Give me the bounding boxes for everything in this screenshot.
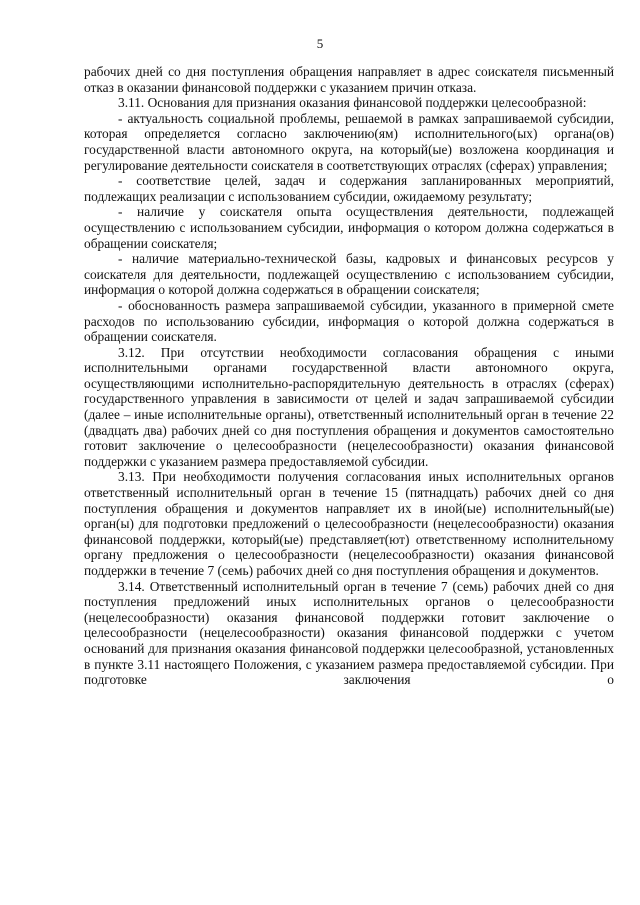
paragraph-3-13: 3.13. При необходимости получения согласования иных исполнительных органов ответственный исполнительный орган в течение 15 (пятнадцать) рабочих дней со дня поступления обращения и документов направляет их в иной(ые) исполнительный(ые) орган(ы) для подготовки предложений о целесообразности (нецелесообразности) оказания финансовой поддержки, который(ые) представляет(ют) ответственному исполнительному органу предложения о целесообразности (нецелесообразности) оказания финансовой поддержки в течение 7 (семь) рабочих дней со дня поступления обращения и документов.	[84, 469, 614, 578]
list-item-experience: - наличие у соискателя опыта осуществления деятельности, подлежащей осуществлению с использованием субсидии, информация о котором должна содержаться в обращении соискателя;	[84, 204, 614, 251]
list-item-resources: - наличие материально-технической базы, кадровых и финансовых ресурсов у соискателя для деятельности, подлежащей осуществлению с использованием субсидии, информация о которой должна содержаться в обращении соискателя;	[84, 251, 614, 298]
list-item-social-problem: - актуальность социальной проблемы, решаемой в рамках запрашиваемой субсидии, которая определяется согласно заключению(ям) исполнительного(ых) органа(ов) государственной власти автономного округа, на который(ые) возложена координация и регулирование деятельности соискателя в соответствующих отраслях (сферах) управления;	[84, 110, 614, 173]
paragraph-3-11: 3.11. Основания для признания оказания финансовой поддержки целесообразной:	[118, 95, 587, 111]
page-number: 5	[316, 36, 324, 51]
paragraph-3-12: 3.12. При отсутствии необходимости согласования обращения с иными исполнительными органами государственной власти автономного округа, осуществляющими исполнительно-распорядительную деятельность в отраслях (сферах) государственного управления в зависимости от целей и задач запрашиваемой субсидии (далее – иные исполнительные органы), ответственный исполнительный орган в течение 22 (двадцать два) рабочих дней со дня поступления обращения и документов самостоятельно готовит заключение о целесообразности (нецелесообразности) оказания финансовой поддержки с указанием размера предоставляемой субсидии.	[84, 344, 614, 469]
paragraph-continuation: рабочих дней со дня поступления обращения направляет в адрес соискателя письменный отказ в оказании финансовой поддержки с указанием причин отказа.	[84, 64, 614, 95]
document-body	[84, 64, 614, 688]
list-item-justification: - обоснованность размера запрашиваемой субсидии, указанного в примерной смете расходов по использованию субсидии, информация о которой должна содержаться в обращении соискателя.	[84, 297, 614, 345]
paragraph-3-14: 3.14. Ответственный исполнительный орган в течение 7 (семь) рабочих дней со дня поступления предложений иных исполнительных органов о целесообразности (нецелесообразности) оказания финансовой поддержки готовит заключение о целесообразности (нецелесообразности) оказания финансовой поддержки с учетом оснований для признания оказания финансовой поддержки целесообразной, установленных в пункте 3.11 настоящего Положения, с указанием размера предоставляемой субсидии. При подготовке заключения о	[84, 578, 614, 688]
list-item-goals-match: - соответствие целей, задач и содержания запланированных мероприятий, подлежащих реализации с использованием субсидии, ожидаемому результату;	[84, 173, 614, 204]
